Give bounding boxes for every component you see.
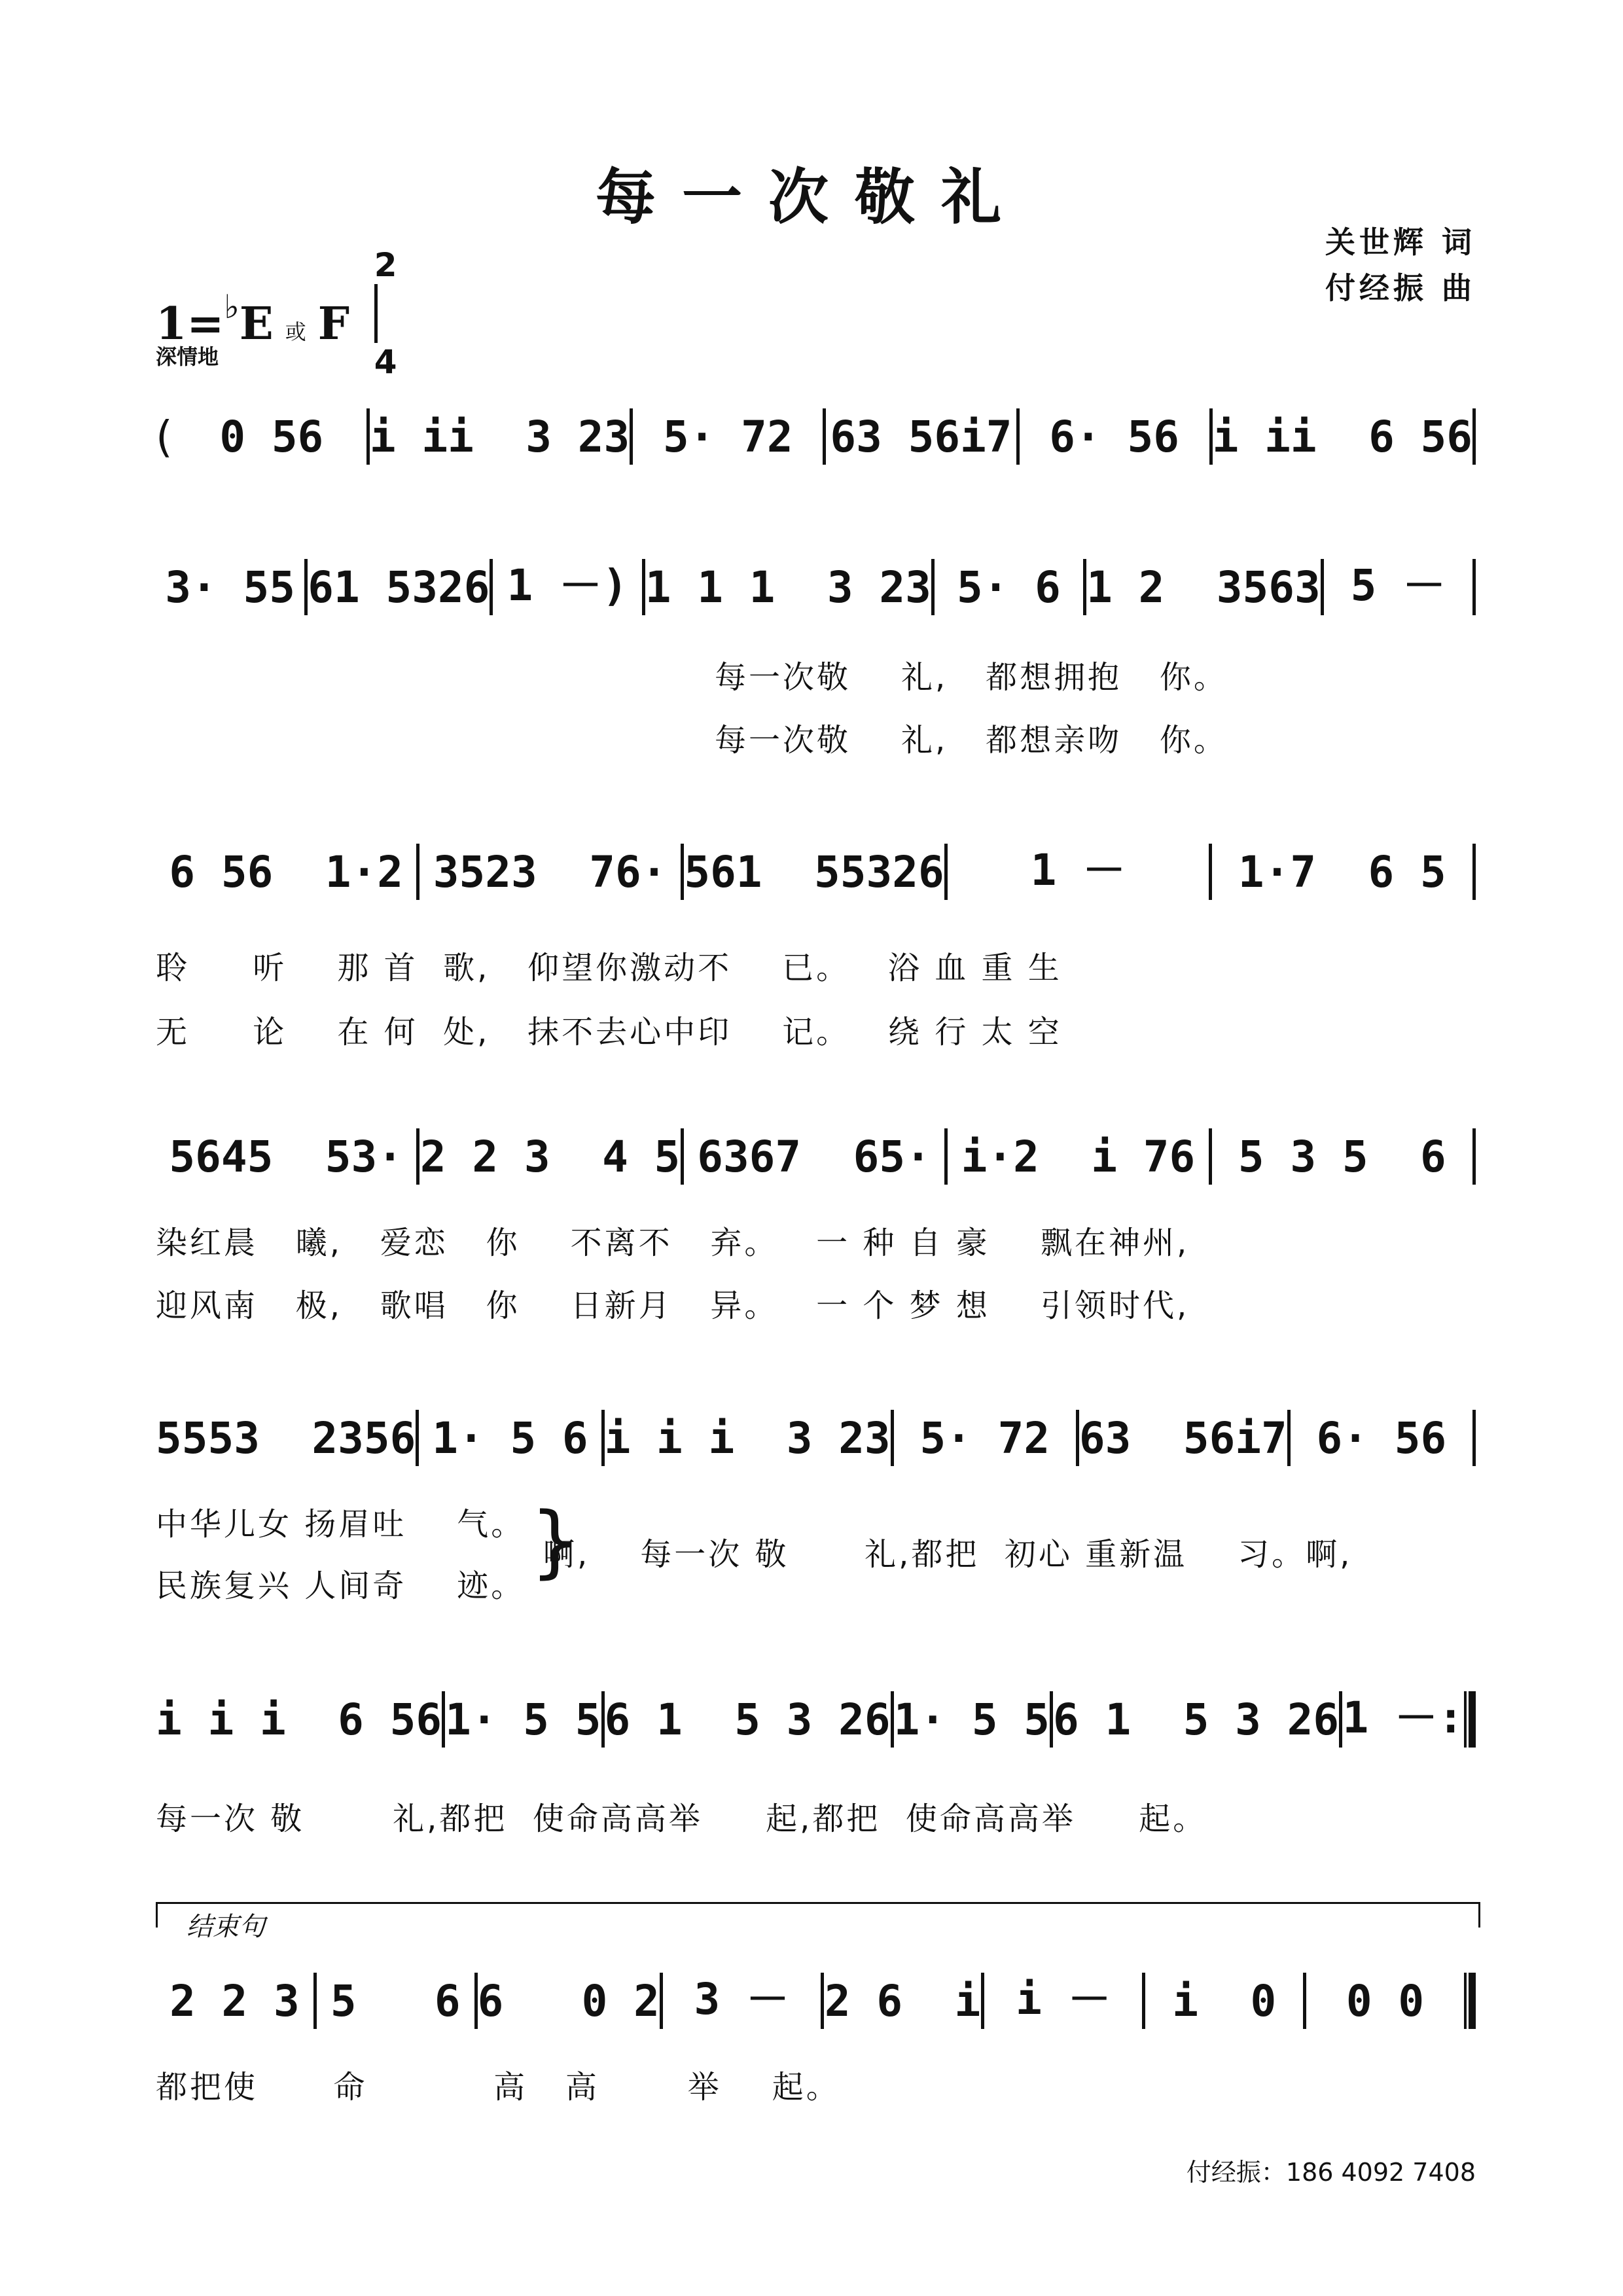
staff-line-2 (156, 543, 1476, 622)
measure (419, 1113, 680, 1191)
measure (156, 1957, 313, 2036)
staff-line-7 (156, 1957, 1476, 2036)
ending-bracket (156, 1902, 1480, 1928)
barline (1472, 844, 1476, 900)
notes: 5· 6 (956, 562, 1061, 613)
measure (894, 1676, 1050, 1754)
notes: 1 2 3563 (1086, 562, 1321, 613)
notes: 3523 76· (433, 847, 668, 897)
tempo-marking: 深情地 (156, 344, 219, 369)
notes: 63 56i7 (1079, 1413, 1287, 1463)
notes: 2 2 3 4 5 (419, 1132, 681, 1182)
notes: 6 1 5 3 26 (1053, 1695, 1340, 1745)
notes: i·2 i 76 (961, 1132, 1196, 1182)
notes: 3· 55 (165, 562, 295, 613)
barline (1472, 1128, 1476, 1185)
measure (156, 543, 304, 622)
measure (633, 393, 823, 471)
measure (645, 543, 931, 622)
measure (419, 1394, 601, 1473)
staff-line-6 (156, 1676, 1476, 1754)
lyrics-line-5b: 民族复兴 人间奇 迹。 (156, 1568, 526, 1604)
notes: 1· 5 5 (893, 1695, 1050, 1745)
measure (1213, 393, 1472, 471)
notes: 63 56i7 (830, 412, 1012, 462)
time-numerator: 2 (374, 246, 397, 284)
measure (1020, 393, 1209, 471)
measure (308, 543, 490, 622)
barline (1472, 408, 1476, 465)
measure (935, 543, 1083, 622)
key-f: F (317, 298, 350, 350)
lyrics-line-3b: 无 论 在 何 处, 抹不去心中印 记。 绕 行 太 空 (156, 1014, 1062, 1050)
notes: 6367 65· (697, 1132, 931, 1182)
lyrics-line-5c: 啊, 每一次 敬 礼,都把 初心 重新温 习。啊, (543, 1536, 1353, 1573)
notes: i － (1016, 1974, 1111, 2024)
key-e: E (239, 298, 274, 350)
notes: i ii 3 23 (369, 412, 630, 462)
lyricist: 关世辉 词 (1325, 224, 1476, 260)
measure (1145, 1957, 1303, 2036)
notes: 5 6 (330, 1976, 461, 2026)
notes: 5· 72 (662, 412, 793, 462)
measure (663, 1957, 821, 2036)
notes: 0 0 (1346, 1976, 1425, 2026)
measure (317, 1957, 474, 2036)
lyrics-line-3a: 聆 听 那 首 歌, 仰望你激动不 已。 浴 血 重 生 (156, 950, 1062, 986)
notes: 6· 56 (1049, 412, 1179, 462)
notes: 0 56 (219, 412, 324, 462)
notes: i 0 (1172, 1976, 1277, 2026)
notes: 1 1 1 3 23 (645, 562, 931, 613)
repeat-barline (1464, 1691, 1476, 1748)
measure (370, 393, 630, 471)
open-paren: ( (156, 412, 173, 462)
notes: 5553 2356 (156, 1413, 416, 1463)
notes: 5 － (1350, 560, 1446, 611)
measure (419, 828, 680, 906)
lyrics-line-2a: 每一次敬 礼, 都想拥抱 你。 (715, 659, 1228, 696)
measure (1324, 543, 1472, 622)
measure (1291, 1394, 1472, 1473)
measure (1342, 1676, 1464, 1754)
lyrics-line-4b: 迎风南 极, 歌唱 你 日新月 异。 一 个 梦 想 引领时代, (156, 1287, 1190, 1324)
key-or: 或 (285, 319, 306, 344)
lyrics-line-4a: 染红晨 曦, 爱恋 你 不离不 弃。 一 种 自 豪 飘在神州, (156, 1225, 1190, 1261)
measure (1212, 828, 1472, 906)
notes: 61 5326 (308, 562, 490, 613)
notes: 1 －) (507, 560, 628, 611)
notes: 3 － (694, 1974, 789, 2024)
measure (605, 1394, 891, 1473)
measure (1212, 1113, 1472, 1191)
notes: 5 3 5 6 (1238, 1132, 1446, 1182)
notes: 1 － (1030, 845, 1126, 895)
measure (1306, 1957, 1464, 2036)
measure (605, 1676, 891, 1754)
measure (177, 393, 366, 471)
ending-label: 结束句 (187, 1912, 265, 1942)
song-title: 每一次敬礼 (595, 162, 1027, 232)
measure (984, 1957, 1142, 2036)
notes: 6 56 1·2 (169, 847, 404, 897)
staff-line-4 (156, 1113, 1476, 1191)
lyrics-line-7: 都把使 命 高 高 举 起。 (156, 2069, 840, 2106)
notes: 2 6 i (824, 1976, 981, 2026)
measure (445, 1676, 601, 1754)
lyrics-line-5a: 中华儿女 扬眉吐 气。 (156, 1506, 526, 1543)
measure (948, 828, 1208, 906)
final-barline (1464, 1973, 1476, 2029)
notes: 6 1 5 3 26 (604, 1695, 891, 1745)
notes: 1· 5 5 (445, 1695, 601, 1745)
barline (1472, 559, 1476, 615)
measure (948, 1113, 1208, 1191)
notes: 1· 5 6 (432, 1413, 588, 1463)
barline (1472, 1410, 1476, 1466)
lyrics-line-2b: 每一次敬 礼, 都想亲吻 你。 (715, 722, 1228, 759)
brace: } (530, 1496, 580, 1587)
notes: 6· 56 (1316, 1413, 1447, 1463)
notes: 1·7 6 5 (1238, 847, 1446, 897)
notes: 5645 53· (169, 1132, 404, 1182)
time-signature (374, 246, 397, 381)
measure (156, 1676, 442, 1754)
composer: 付经振 曲 (1325, 270, 1476, 306)
measure (156, 828, 416, 906)
staff-line-1 (156, 393, 1476, 471)
credits (1325, 219, 1476, 311)
notes: i i i 6 56 (156, 1695, 442, 1745)
measure (156, 1394, 416, 1473)
notes: 2 2 3 (169, 1976, 300, 2026)
measure (894, 1394, 1076, 1473)
measure (684, 1113, 944, 1191)
notes: i i i 3 23 (604, 1413, 891, 1463)
time-denominator: 4 (374, 343, 397, 381)
measure (478, 1957, 660, 2036)
measure (1086, 543, 1321, 622)
measure (824, 1957, 982, 2036)
measure (1053, 1676, 1339, 1754)
measure (1079, 1394, 1287, 1473)
staff-line-5 (156, 1394, 1476, 1473)
notes: 1 －: (1342, 1693, 1464, 1743)
notes: 561 55326 (684, 847, 944, 897)
notes: i ii 6 56 (1212, 412, 1473, 462)
measure (684, 828, 944, 906)
flat-sign: ♭ (224, 287, 240, 326)
measure (156, 1113, 416, 1191)
measure (493, 543, 641, 622)
key-prefix: 1= (156, 298, 224, 350)
lyrics-line-6: 每一次 敬 礼,都把 使命高高举 起,都把 使命高高举 起。 (156, 1801, 1207, 1837)
notes: 6 0 2 (477, 1976, 660, 2026)
contact-footer: 付经振：186 4092 7408 (1186, 2158, 1476, 2187)
staff-line-3 (156, 828, 1476, 906)
measure (826, 393, 1016, 471)
notes: 5· 72 (919, 1413, 1050, 1463)
